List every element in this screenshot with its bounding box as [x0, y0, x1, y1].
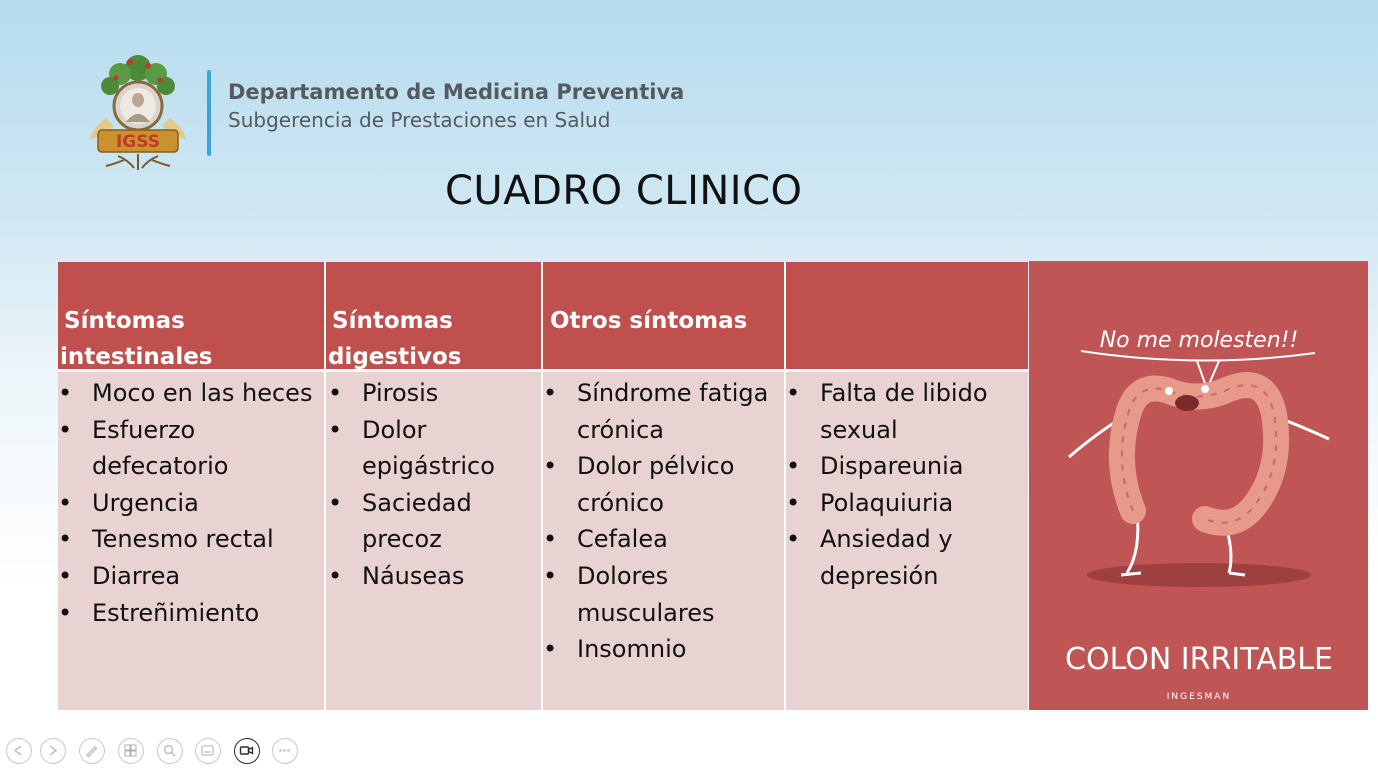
list-item: • Estreñimiento [58, 595, 326, 632]
more-button[interactable] [272, 738, 298, 764]
pen-icon [84, 743, 99, 758]
more-icon [277, 743, 292, 758]
symptoms-table [58, 262, 1028, 710]
column-other [543, 262, 786, 710]
speech-text: No me molesten!! [1099, 328, 1299, 353]
slides-grid-button[interactable] [118, 738, 144, 764]
column-header-label: Síntomas digestivos [328, 308, 462, 370]
zoom-icon [162, 743, 177, 758]
list-item: • Pirosis [328, 375, 540, 412]
column-header [326, 262, 541, 372]
igss-logo [84, 48, 192, 172]
list-item: • Dolor epigástrico [328, 412, 540, 485]
list-item: • Urgencia [58, 485, 326, 522]
illustration-signature: INGESMAN [1166, 692, 1232, 702]
list-item: • Náuseas [328, 558, 540, 595]
list-item: • Polaquiuria [786, 485, 1026, 522]
list-item: • Saciedad precoz [328, 485, 540, 558]
next-icon [45, 743, 60, 758]
column-more [786, 262, 1028, 710]
list-item: • Insomnio [543, 631, 783, 668]
list-item: • Esfuerzo defecatorio [58, 412, 326, 485]
list-item: • Dolores musculares [543, 558, 783, 631]
camera-button[interactable] [234, 738, 260, 764]
subtitles-icon [200, 743, 215, 758]
zoom-button[interactable] [157, 738, 183, 764]
column-header [58, 262, 324, 372]
logo-divider [207, 70, 211, 156]
list-item: • Síndrome fatiga crónica [543, 375, 783, 448]
column-intestinal [58, 262, 326, 710]
list-item: • Dolor pélvico crónico [543, 448, 783, 521]
column-body [786, 372, 1028, 710]
slides-grid-icon [123, 743, 138, 758]
illustration-caption: COLON IRRITABLE [1065, 642, 1333, 677]
slide-title: CUADRO CLINICO [445, 168, 803, 214]
list-item: • Cefalea [543, 521, 783, 558]
column-body [326, 372, 541, 710]
column-header-label: Otros síntomas [550, 308, 748, 334]
column-body [543, 372, 784, 710]
column-digestive [326, 262, 543, 710]
next-button[interactable] [40, 738, 66, 764]
column-header-label: Síntomas intestinales [60, 308, 213, 370]
subtitles-button[interactable] [195, 738, 221, 764]
list-item: • Tenesmo rectal [58, 521, 326, 558]
previous-icon [11, 743, 26, 758]
column-header [786, 262, 1028, 372]
camera-icon [239, 743, 254, 758]
pen-button[interactable] [79, 738, 105, 764]
list-item: • Moco en las heces [58, 375, 326, 412]
column-header [543, 262, 784, 372]
list-item: • Ansiedad y depresión [786, 521, 1026, 594]
department-title: Departamento de Medicina Preventiva [228, 80, 685, 104]
logo-text: IGSS [115, 132, 161, 152]
colon-illustration [1029, 261, 1368, 710]
presentation-toolbar [0, 738, 1378, 770]
list-item: • Falta de libido sexual [786, 375, 1026, 448]
list-item: • Diarrea [58, 558, 326, 595]
column-body [58, 372, 324, 710]
list-item: • Dispareunia [786, 448, 1026, 485]
previous-button[interactable] [6, 738, 32, 764]
subdepartment-title: Subgerencia de Prestaciones en Salud [228, 108, 611, 132]
